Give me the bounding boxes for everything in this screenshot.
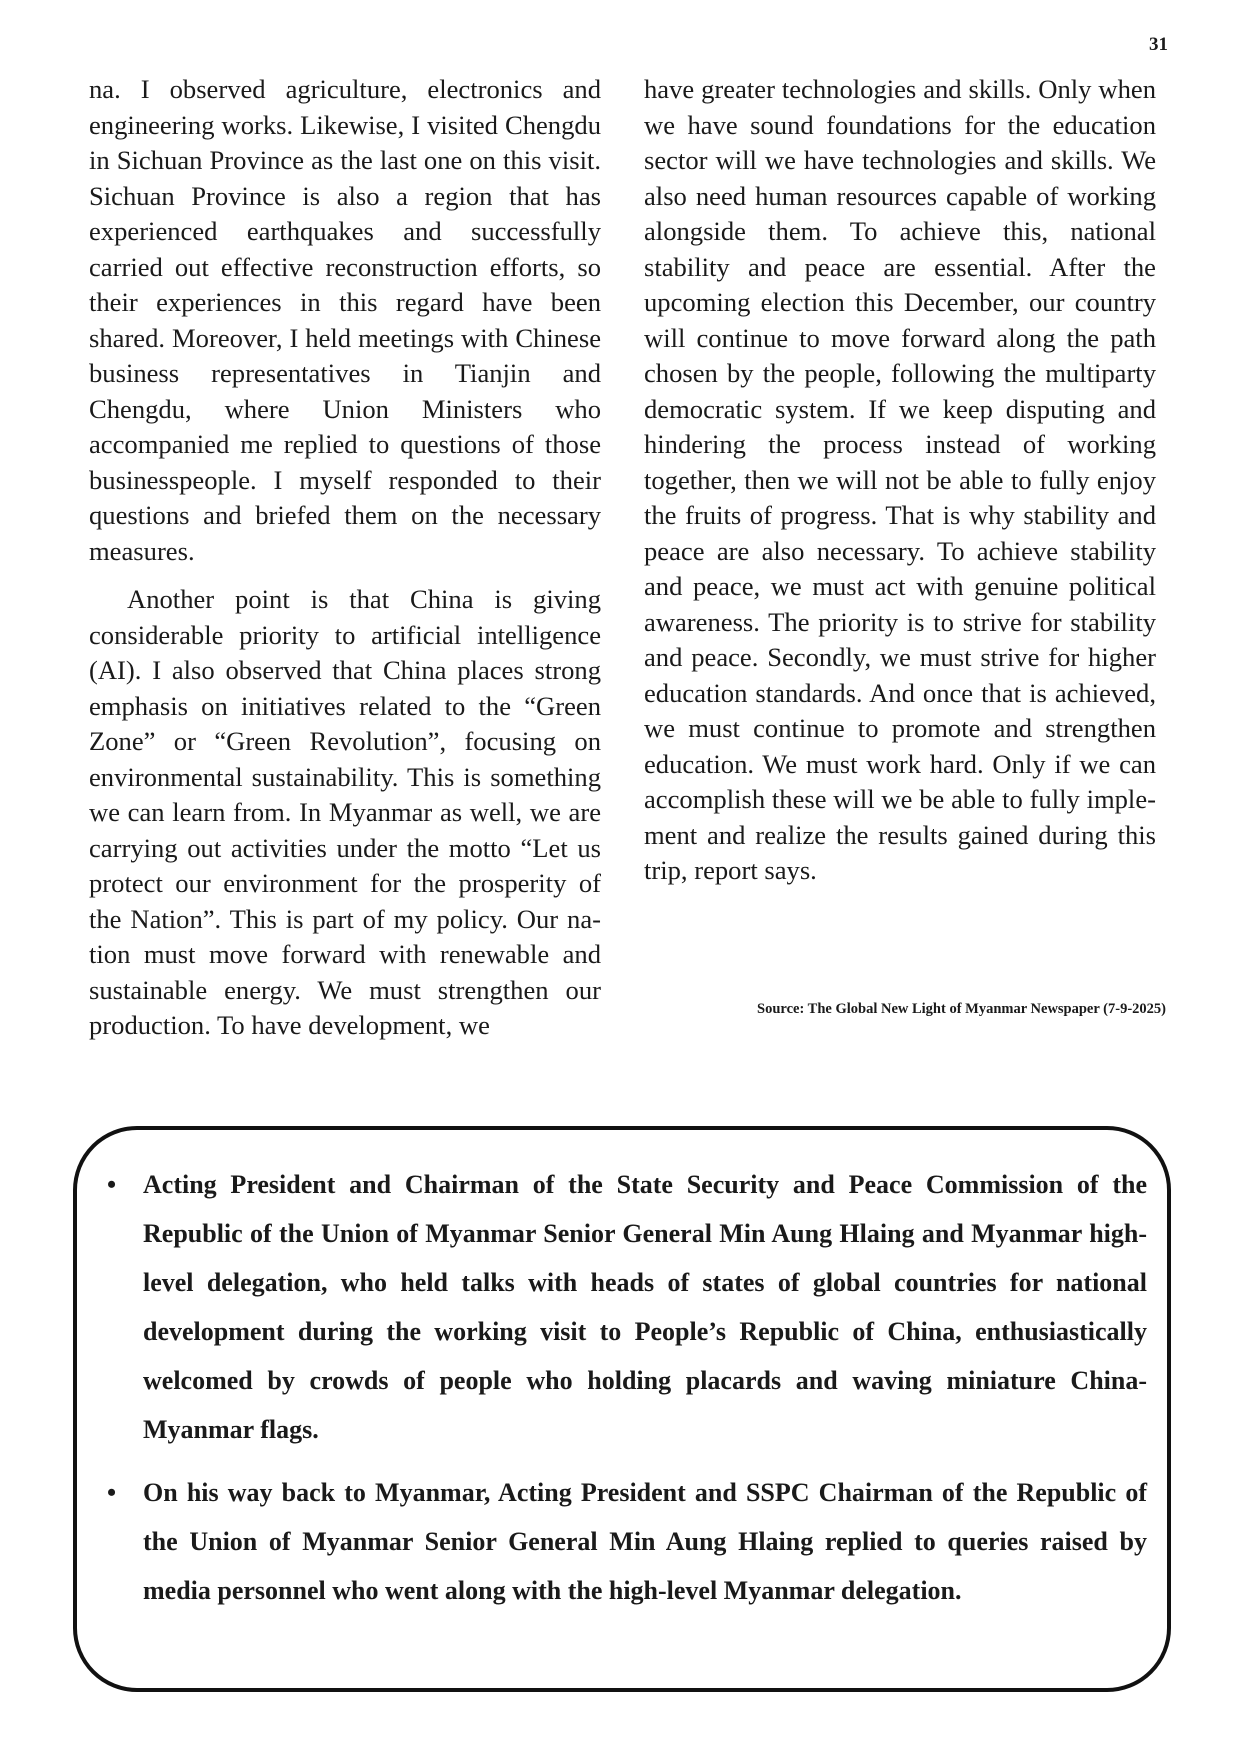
highlight-bullet-text: On his way back to Myanmar, Acting President and SSPC Chairman of the Republic of the Union of Myanmar Senior General Min Aung Hlaing replied to queries raised by media personnel who went along with the high-level Myanmar delegation. xyxy=(143,1478,1147,1605)
left-paragraph-1: na. I observed agriculture, electronics and engineering works. Likewise, I visited Chengdu in Sichuan Province as the last one on this visit. Sichuan Province is also a region that has experienced earthquakes and successfully carried out effective reconstruction efforts, so their experiences in this regard have been shared. Moreover, I held meetings with Chinese business representatives in Tianjin and Chengdu, where Union Ministers who accompanied me replied to questions of those businesspeople. I myself responded to their questions and briefed them on the necessary measures. xyxy=(89,74,601,566)
source-citation: Source: The Global New Light of Myanmar Newspaper (7-9-2025) xyxy=(757,1001,1166,1017)
left-paragraph-2: Another point is that China is giving considerable priority to artificial intelligence (AI). I also observed that China places strong emphasis on initiatives related to the “Green Zone” or “Green Revolution”, focusing on environmental sustainability. This is something we can learn from. In Myanmar as well, we are carrying out activities under the motto “Let us protect our environment for the prosperity of the Nation”. This is part of my policy. Our nation must move forward with renewable and sustainable energy. We must strengthen our production. To have development, we xyxy=(89,584,601,1040)
highlight-bullet-text: Acting President and Chairman of the State Security and Peace Commission of the Republic of the Union of Myanmar Senior General Min Aung Hlaing and Myanmar high-level delegation, who held talks with heads of states of global countries for national development during the working visit to People’s Republic of China, enthusiastically welcomed by crowds of people who holding placards and waving miniature China-Myanmar flags. xyxy=(143,1170,1147,1444)
highlight-bullet-item xyxy=(107,1468,1147,1615)
right-paragraph-1: have greater technologies and skills. Only when we have sound foundations for the education sector will we have technologies and skills. We also need human resources capable of working alongside them. To achieve this, national stability and peace are essential. After the upcoming election this December, our country will continue to move forward along the path chosen by the people, following the multiparty democratic system. If we keep disputing and hindering the process instead of working together, then we will not be able to fully enjoy the fruits of progress. That is why stability and peace are also necessary. To achieve stability and peace, we must act with genuine political awareness. The priority is to strive for stability and peace. Secondly, we must strive for higher education standards. And once that is achieved, we must continue to promote and strengthen education. We must work hard. Only if we can accomplish these will we be able to fully implement and realize the results gained during this trip, report says. xyxy=(644,74,1156,885)
bullet-icon: • xyxy=(107,1170,117,1199)
highlight-bullet-list xyxy=(107,1160,1147,1615)
page-number: 31 xyxy=(1149,34,1168,55)
left-column xyxy=(89,72,601,1044)
right-column xyxy=(644,72,1156,889)
highlight-bullet-item xyxy=(107,1160,1147,1454)
highlight-box xyxy=(73,1126,1171,1692)
bullet-icon: • xyxy=(107,1478,117,1507)
